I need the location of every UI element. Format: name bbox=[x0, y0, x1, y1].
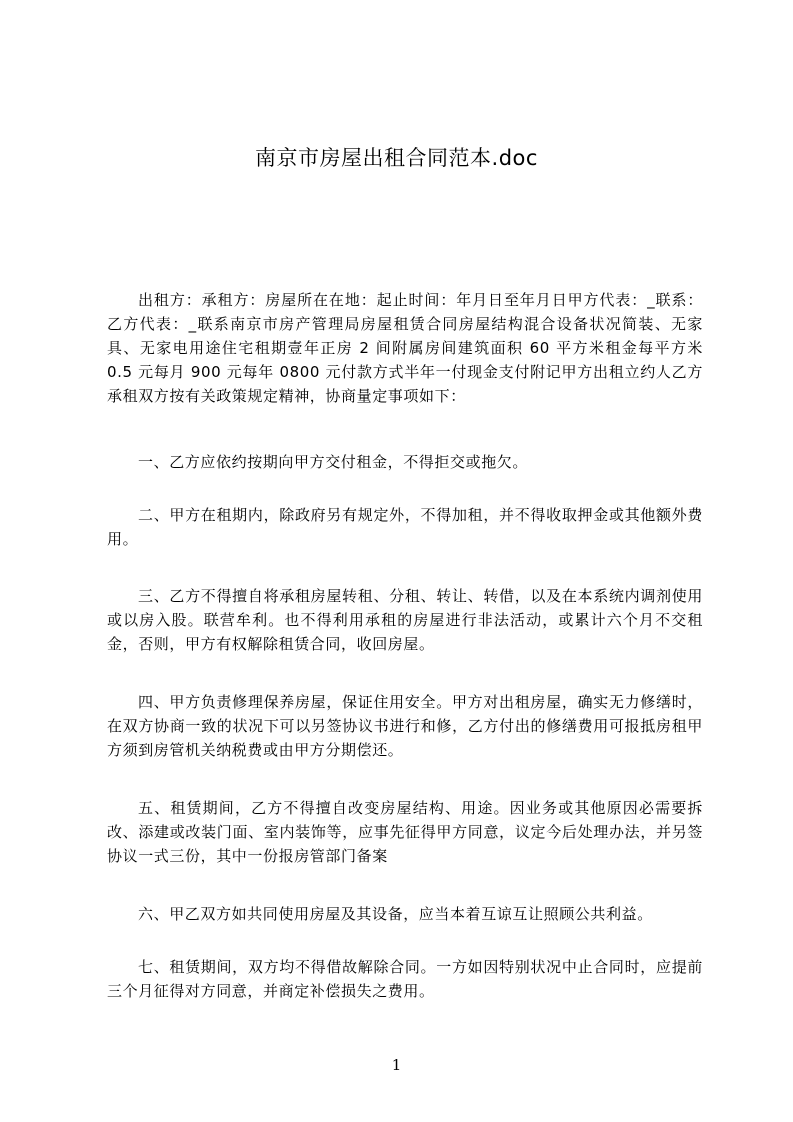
document-title: 南京市房屋出租合同范本.doc bbox=[255, 146, 538, 170]
paragraph-clause-1: 一、乙方应依约按期向甲方交付租金，不得拒交或拖欠。 bbox=[138, 453, 529, 471]
paragraph-clause-6: 六、甲乙双方如共同使用房屋及其设备，应当本着互谅互让照顾公共利益。 bbox=[138, 905, 653, 923]
paragraph-clause-7: 七、租赁期间，双方均不得借故解除合同。一方如因特别状况中止合同时，应提前三个月征得对方同意，并商定补偿损失之费用。 bbox=[107, 958, 703, 1000]
paragraph-clause-3: 三、乙方不得擅自将承租房屋转租、分租、转让、转借，以及在本系统内调剂使用或以房入股。联营牟利。也不得利用承租的房屋进行非法活动，或累计六个月不交租金，否则，甲方有权解除租赁合同，收回房屋。 bbox=[107, 587, 703, 653]
paragraph-clause-2: 二、甲方在租期内，除政府另有规定外，不得加租，并不得收取押金或其他额外费用。 bbox=[107, 506, 703, 548]
page-number: 1 bbox=[391, 1056, 402, 1074]
paragraph-clause-5: 五、租赁期间，乙方不得擅自改变房屋结构、用途。因业务或其他原因必需要拆改、添建或改装门面、室内装饰等，应事先征得甲方同意，议定今后处理办法，并另签协议一式三份，其中一份报房管部门备案 bbox=[107, 799, 703, 865]
paragraph-preamble: 出租方：承租方：房屋所在在地：起止时间：年月日至年月日甲方代表：_联系：乙方代表：_联系南京市房产管理局房屋租赁合同房屋结构混合设备状况简装、无家具、无家电用途住宅租期壹年正房 2 间附属房间建筑面积 60 平方米租金每平方米 0.5 元每月 900 元每年 0800 元付款方式半年一付现金支付附记甲方出租立约人乙方承租双方按有关政策规定精神，协商量定事项如下： bbox=[107, 291, 703, 405]
paragraph-clause-4: 四、甲方负责修理保养房屋，保证住用安全。甲方对出租房屋，确实无力修缮时，在双方协商一致的状况下可以另签协议书进行和修，乙方付出的修缮费用可报抵房租甲方须到房管机关纳税费或由甲方分期偿还。 bbox=[107, 693, 703, 759]
